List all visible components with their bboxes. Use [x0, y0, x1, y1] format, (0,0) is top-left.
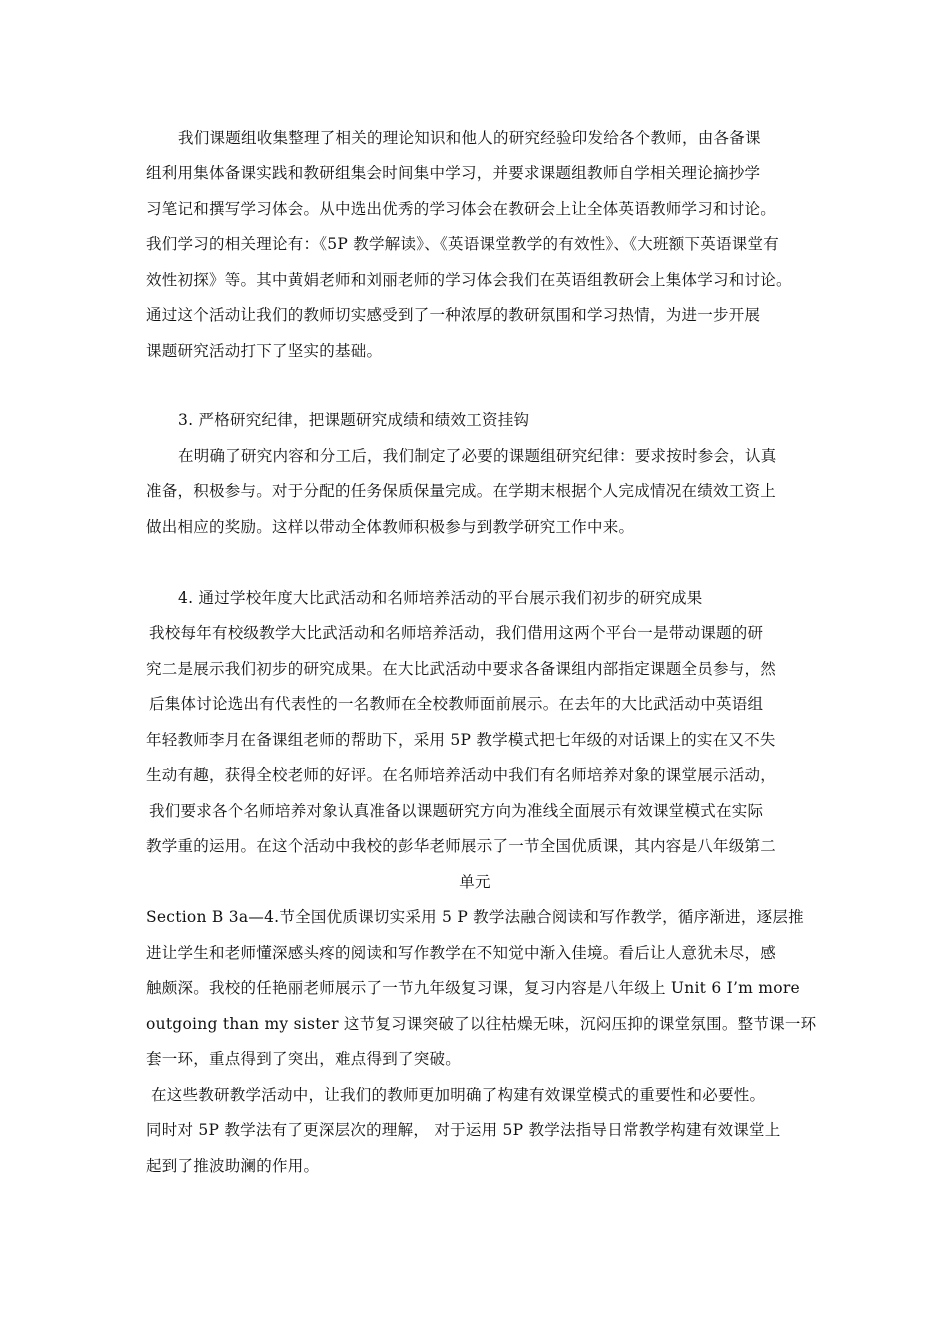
- paragraph-1-line-7: 课题研究活动打下了坚实的基础。: [146, 342, 383, 360]
- section-4-line-5: 生动有趣，获得全校老师的好评。在名师培养活动中我们有名师培养对象的课堂展示活动，: [146, 766, 777, 784]
- section-4-line-6: 我们要求各个名师培养对象认真准备以课题研究方向为准线全面展示有效课堂模式在实际: [149, 802, 764, 820]
- closing-line-2: 同时对 5P 教学法有了更深层次的理解， 对于运用 5P 教学法指导日常教学构建有效课堂上: [146, 1121, 781, 1139]
- section-3-line-2: 准备，积极参与。对于分配的任务保质保量完成。在学期末根据个人完成情况在绩效工资上: [146, 482, 777, 500]
- section-4-line-10: 触颇深。我校的任艳丽老师展示了一节九年级复习课，复习内容是八年级上 Unit 6 I’m more: [146, 979, 800, 997]
- section-4-line-12: 套一环，重点得到了突出，难点得到了突破。: [146, 1050, 462, 1068]
- paragraph-1-line-2: 组利用集体备课实践和教研组集会时间集中学习，并要求课题组教师自学相关理论摘抄学: [146, 164, 761, 182]
- paragraph-1-line-1: 我们课题组收集整理了相关的理论知识和他人的研究经验印发给各个教师，由各备课: [178, 129, 761, 147]
- section-3-line-3: 做出相应的奖励。这样以带动全体教师积极参与到教学研究工作中来。: [146, 518, 635, 536]
- section-4-line-9: 进让学生和老师懂深感头疼的阅读和写作教学在不知觉中渐入佳境。看后让人意犹未尽，感: [146, 944, 777, 962]
- section-4-centered-word: 单元: [459, 873, 491, 891]
- section-3-heading: 3. 严格研究纪律，把课题研究成绩和绩效工资挂钩: [178, 411, 530, 429]
- section-4-line-8: Section B 3a—4.节全国优质课切实采用 5 P 教学法融合阅读和写作教学，循序渐进，逐层推: [146, 908, 804, 926]
- section-3-line-1: 在明确了研究内容和分工后，我们制定了必要的课题组研究纪律：要求按时参会，认真: [178, 447, 777, 465]
- closing-line-1: 在这些教研教学活动中，让我们的教师更加明确了构建有效课堂模式的重要性和必要性。: [151, 1086, 766, 1104]
- paragraph-1-line-5: 效性初探》等。其中黄娟老师和刘丽老师的学习体会我们在英语组教研会上集体学习和讨论。: [146, 271, 792, 289]
- closing-line-3: 起到了推波助澜的作用。: [146, 1157, 320, 1175]
- section-4-line-7: 教学重的运用。在这个活动中我校的彭华老师展示了一节全国优质课，其内容是八年级第二: [146, 837, 777, 855]
- section-4-line-2: 究二是展示我们初步的研究成果。在大比武活动中要求各备课组内部指定课题全员参与，然: [146, 660, 777, 678]
- section-4-heading: 4. 通过学校年度大比武活动和名师培养活动的平台展示我们初步的研究成果: [178, 589, 703, 607]
- paragraph-1-line-3: 习笔记和撰写学习体会。从中选出优秀的学习体会在教研会上让全体英语教师学习和讨论。: [146, 200, 777, 218]
- section-4-line-11: outgoing than my sister 这节复习课突破了以往枯燥无味，沉闷压抑的课堂氛围。整节课一环: [146, 1015, 817, 1033]
- section-4-line-1: 我校每年有校级教学大比武活动和名师培养活动，我们借用这两个平台一是带动课题的研: [149, 624, 764, 642]
- paragraph-1-line-4: 我们学习的相关理论有：《5P 教学解读》、《英语课堂教学的有效性》、《大班额下英语课堂有: [146, 235, 779, 253]
- section-4-line-3: 后集体讨论选出有代表性的一名教师在全校教师面前展示。在去年的大比武活动中英语组: [149, 695, 764, 713]
- section-4-line-4: 年轻教师李月在备课组老师的帮助下，采用 5P 教学模式把七年级的对话课上的实在又不失: [146, 731, 776, 749]
- paragraph-1-line-6: 通过这个活动让我们的教师切实感受到了一种浓厚的教研氛围和学习热情，为进一步开展: [146, 306, 761, 324]
